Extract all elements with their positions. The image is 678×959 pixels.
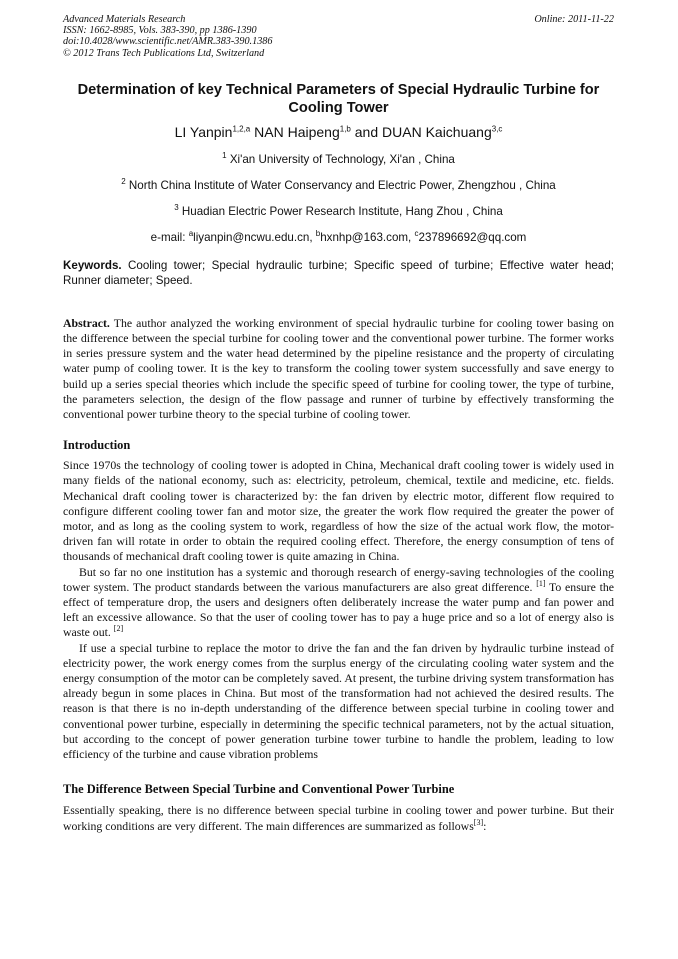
citation[interactable]: [3] — [473, 817, 484, 827]
abstract-text: The author analyzed the working environment of special hydraulic turbine for cooling tower basing on the difference between the special turbine for cooling tower and the conventional power turbine. The former works in series pressure system and the water head determined by the pipeline resistance and the property of circulating water pump of cooling tower. It is the key to transform the cooling tower system successfully and save energy to build up a series special theories which include the specific speed of turbine for cooling tower, the type of turbine, the parameters selection, the design of the flow passage and runner of turbine by effectively transforming the conventional power turbine theory to the special turbine of cooling tower. — [63, 315, 614, 422]
affiliation-2 — [63, 176, 614, 192]
email-address[interactable]: hxnhp@163.com, — [320, 230, 415, 244]
email-address[interactable]: 237896692@qq.com — [418, 230, 527, 244]
author-name: NAN Haipeng — [254, 123, 340, 140]
paragraph — [63, 803, 614, 833]
author-sup: 1,2,a — [232, 124, 251, 134]
email-sup: b — [315, 228, 321, 238]
citation[interactable]: [2] — [113, 624, 124, 634]
paragraph: If use a special turbine to replace the motor to drive the fan and the fan driven by hydraulic turbine instead of electricity power, the work energy comes from the surplus energy of the circulating cooling water system and the energy consumption of the motor can be completely saved. At present, the turbine driving system transformation has already begun in some places in China. But most of the transformation had not achieved the desired results. The reason is that there is no in-depth understanding of the difference between special turbine in cooling tower and conventional power turbine, especially in determining the specific technical parameters, not by the actual situation, but according to the concept of power generation turbine tower turbine to handle the problem, leading to low efficiency of the turbine and cause vibration problems — [63, 640, 614, 762]
affiliation-num: 2 — [121, 176, 126, 186]
affiliation-text: North China Institute of Water Conservancy and Electric Power, Zhengzhou , China — [128, 178, 556, 192]
affiliation-text: Huadian Electric Power Research Institute, Hang Zhou , China — [181, 204, 503, 218]
affiliation-3 — [63, 202, 614, 218]
email-label: e-mail: — [150, 230, 189, 244]
section-heading-difference: The Difference Between Special Turbine and Conventional Power Turbine — [63, 782, 455, 797]
abstract — [63, 316, 614, 422]
text-span: But so far no one institution has a systemic and thorough research of energy-saving technologies of the cooling tower system. The product standards between the various manufacturers are also great difference. — [63, 564, 614, 594]
paragraph — [63, 565, 614, 641]
text-span: To ensure the effect of temperature drop, the users and designers often deliberately increase the water pump and fan power and left an excessive allowance. So that the user of cooling tower has to pay a huge price and so a lot of energy also is waste out. — [63, 579, 614, 640]
online-date: Online: 2011-11-22 — [534, 14, 614, 25]
paragraph: Since 1970s the technology of cooling tower is adopted in China, Mechanical draft cooling tower is widely used in many fields of the national economy, such as: electricity, petroleum, chemical, textile and medicine, etc. fields. Mechanical draft cooling tower is characterized by: the fan driven by electric motor, different flow required to configure different cooling tower fan and motor size, the greater the work flow required the greater the power of motor, and as long as the cooling system to work, regardless of how the size of the actual work flow, the motor-driven fan will rotate in order to obtain the required cooling effect. Therefore, the energy consumption of tens of thousands of mechanical draft cooling tower is quite amazing in China. — [63, 458, 614, 564]
email-sup: a — [188, 228, 194, 238]
author-name: LI Yanpin — [174, 123, 233, 140]
issn-line: ISSN: 1662-8985, Vols. 383-390, pp 1386-1390 — [63, 25, 257, 37]
email-sup: c — [414, 228, 419, 238]
paper-page — [63, 14, 614, 834]
journal-header — [63, 14, 614, 59]
affiliation-1 — [63, 150, 614, 166]
author-sup: 3,c — [491, 124, 503, 134]
journal-name: Advanced Materials Research — [63, 14, 186, 25]
author-and: and — [354, 123, 379, 140]
citation[interactable]: [1] — [536, 578, 546, 588]
copyright-line: © 2012 Trans Tech Publications Ltd, Switzerland — [63, 47, 265, 59]
doi-line: doi:10.4028/www.scientific.net/AMR.383-390.1386 — [63, 36, 273, 48]
author-sup: 1,b — [339, 124, 351, 134]
affiliation-text: Xi'an University of Technology, Xi'an , China — [229, 152, 455, 166]
email-line — [63, 228, 614, 244]
difference-body — [63, 803, 614, 833]
email-address[interactable]: liyanpin@ncwu.edu.cn, — [193, 230, 316, 244]
keywords-label: Keywords. — [63, 258, 122, 272]
author-name: DUAN Kaichuang — [382, 123, 492, 140]
introduction-body — [63, 458, 614, 762]
affiliation-num: 3 — [174, 202, 179, 212]
paper-title: Determination of key Technical Parameters of Special Hydraulic Turbine for Cooling Tower — [77, 81, 600, 116]
abstract-label: Abstract. — [63, 315, 110, 330]
text-span: Essentially speaking, there is no difference between special turbine in cooling tower and power turbine. But their working conditions are very different. The main differences are summarized as follows — [63, 803, 614, 833]
affiliation-num: 1 — [222, 150, 227, 160]
keywords-text: Cooling tower; Special hydraulic turbine; Specific speed of turbine; Effective water head; Runner diameter; Speed. — [63, 258, 614, 287]
keywords — [63, 258, 614, 288]
section-heading-introduction: Introduction — [63, 438, 131, 453]
text-span: : — [483, 818, 487, 833]
author-line — [63, 124, 614, 140]
